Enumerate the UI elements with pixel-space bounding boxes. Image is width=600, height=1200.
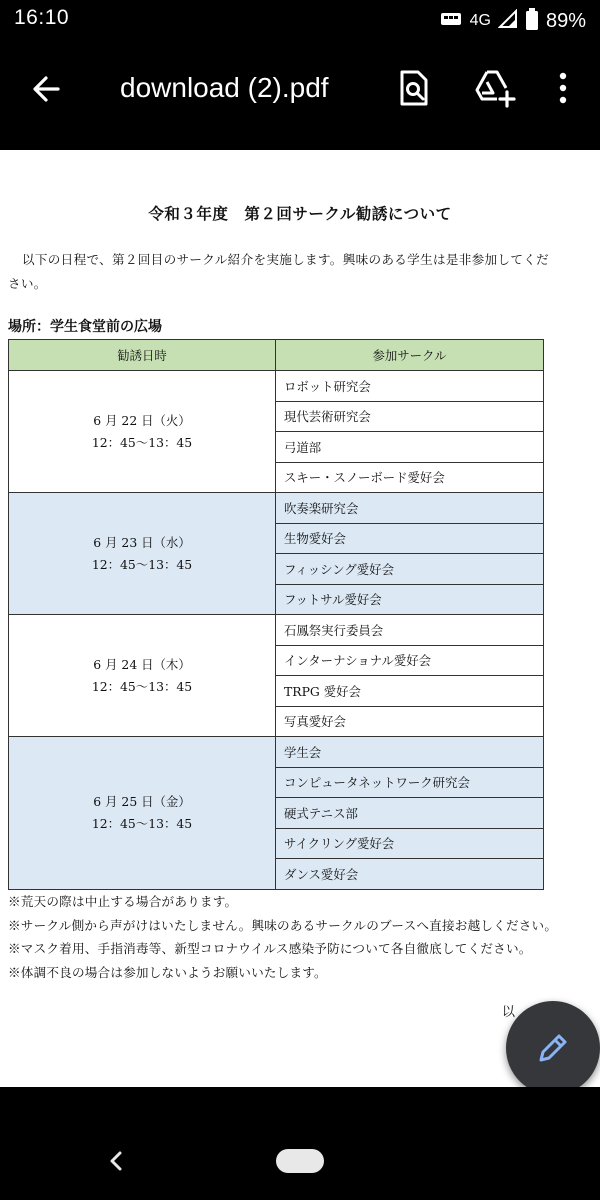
find-in-page-button[interactable] [392, 66, 436, 110]
circle-cell: TRPG 愛好会 [276, 676, 544, 707]
circle-cell: 写真愛好会 [276, 706, 544, 737]
table-header-row [9, 340, 544, 371]
app-bar [0, 44, 600, 150]
network-type: 4G [469, 12, 491, 29]
circle-cell: 弓道部 [276, 432, 544, 463]
battery-icon [525, 8, 539, 34]
circle-cell: 現代芸術研究会 [276, 401, 544, 432]
signal-icon [498, 9, 518, 33]
time-text: 12：45～13：45 [91, 815, 193, 831]
back-arrow-icon [26, 68, 68, 110]
nav-home-pill[interactable] [276, 1149, 324, 1173]
circle-cell: フィッシング愛好会 [276, 554, 544, 585]
date-text: 6 月 24 日（木） [93, 656, 191, 672]
note-item: ※マスク着用、手指消毒等、新型コロナウイルス感染予防について各自徹底してください。 [8, 941, 532, 957]
back-button[interactable] [26, 68, 68, 110]
notes-list [8, 890, 568, 984]
table-row [9, 371, 544, 402]
status-bar [0, 0, 600, 44]
circle-cell: ロボット研究会 [276, 371, 544, 402]
pdf-page [0, 150, 600, 1087]
closing-text: 以 [502, 1005, 516, 1020]
nav-back-button[interactable] [104, 1147, 128, 1175]
edit-pencil-icon [535, 1030, 571, 1066]
circle-cell: 学生会 [276, 737, 544, 768]
date-text: 6 月 23 日（水） [93, 534, 191, 550]
circle-cell: スキー・スノーボード愛好会 [276, 462, 544, 493]
date-cell [9, 493, 276, 615]
date-cell [9, 737, 276, 890]
schedule-table [8, 339, 544, 890]
add-to-drive-icon [470, 66, 518, 112]
more-options-button[interactable] [548, 66, 578, 112]
time-text: 12：45～13：45 [91, 434, 193, 450]
circle-cell: 生物愛好会 [276, 523, 544, 554]
circle-cell: ダンス愛好会 [276, 859, 544, 890]
circle-cell: 硬式テニス部 [276, 798, 544, 829]
date-text: 6 月 25 日（金） [93, 793, 191, 809]
place-label: 場所：学生食堂前の広場 [8, 319, 162, 335]
note-item: ※荒天の際は中止する場合があります。 [8, 894, 238, 909]
circle-cell: サイクリング愛好会 [276, 828, 544, 859]
document-title: download (2).pdf [120, 72, 329, 103]
time-text: 12：45～13：45 [91, 556, 193, 572]
circle-cell: 石鳳祭実行委員会 [276, 615, 544, 646]
time-text: 12：45～13：45 [91, 678, 193, 694]
nav-back-icon [104, 1147, 128, 1175]
circle-cell: コンピュータネットワーク研究会 [276, 767, 544, 798]
circle-cell: インターナショナル愛好会 [276, 645, 544, 676]
system-nav-bar [0, 1087, 600, 1200]
date-cell [9, 371, 276, 493]
status-time: 16:10 [14, 6, 70, 29]
table-row [9, 615, 544, 646]
status-icons [439, 6, 586, 36]
edit-fab-button[interactable] [506, 1001, 600, 1095]
table-row [9, 737, 544, 768]
circle-cell: 吹奏楽研究会 [276, 493, 544, 524]
note-item: ※体調不良の場合は参加しないようお願いいたします。 [8, 964, 327, 980]
header-circles: 参加サークル [276, 340, 544, 371]
more-vert-icon [548, 66, 578, 112]
sd-card-icon [439, 9, 463, 33]
circle-cell: フットサル愛好会 [276, 584, 544, 615]
table-row [9, 493, 544, 524]
document-heading: 令和３年度 第２回サークル勧誘について [148, 204, 452, 223]
date-text: 6 月 22 日（火） [93, 412, 191, 428]
add-to-drive-button[interactable] [470, 66, 518, 112]
note-item: ※サークル側から声がけはいたしません。興味のあるサークルのブースへ直接お越しください。 [8, 917, 558, 933]
battery-percent: 89% [545, 9, 586, 32]
find-in-page-icon [392, 66, 436, 110]
header-date: 勧誘日時 [9, 340, 276, 371]
intro-paragraph: 以下の日程で、第２回目のサークル紹介を実施します。興味のある学生は是非参加してください。 [8, 252, 550, 291]
date-cell [9, 615, 276, 737]
